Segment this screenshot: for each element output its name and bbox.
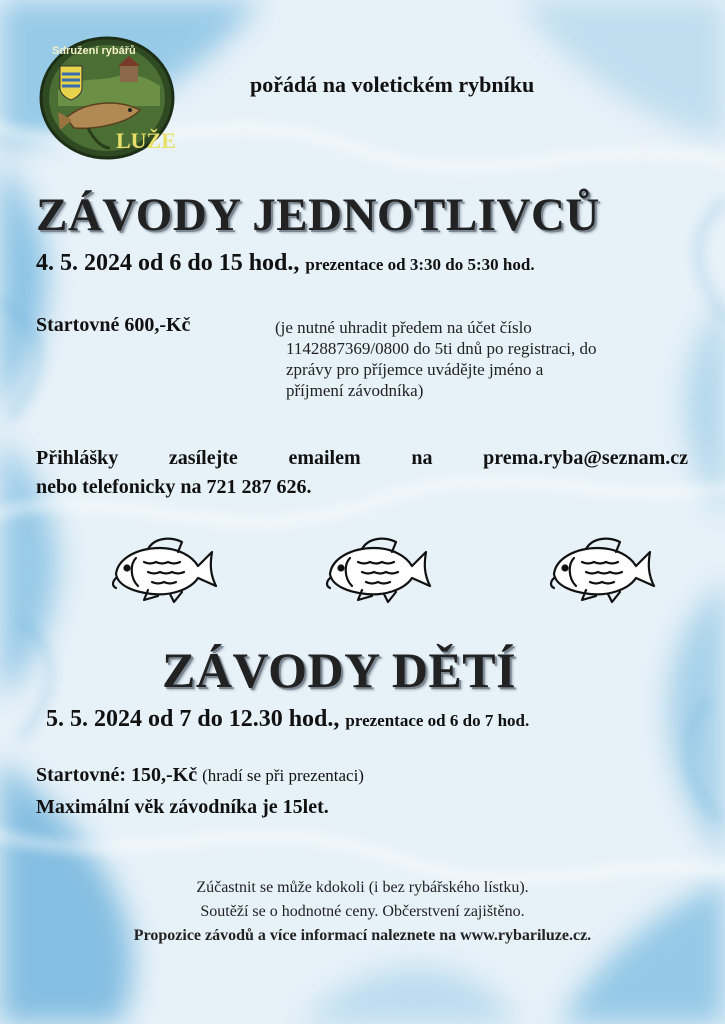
signup-phone-line: nebo telefonicky na 721 287 626.: [36, 476, 312, 498]
children-fee-note: (hradí se při prezentaci): [202, 766, 364, 785]
svg-text:LUŽE: LUŽE: [116, 128, 176, 153]
adults-date-text: 4. 5. 2024 od 6 do 15 hod.,: [36, 250, 300, 276]
children-date-text: 5. 5. 2024 od 7 do 12.30 hod.,: [46, 706, 340, 732]
svg-text:Sdružení rybářů: Sdružení rybářů: [52, 45, 136, 57]
adults-date: [36, 250, 535, 277]
footer-line-2: Soutěží se o hodnotné ceny. Občerstvení zajištěno.: [200, 903, 525, 920]
signup-email-line: Přihlášky zasílejte emailem na prema.ryba@seznam.cz: [36, 447, 688, 469]
adults-fee-note: [275, 317, 689, 401]
signup-info: [36, 444, 688, 502]
fee-note-line-1: (je nutné uhradit předem na účet číslo: [275, 318, 532, 337]
club-logo: [38, 36, 176, 160]
children-fee-label: Startovné: 150,-Kč: [36, 764, 198, 786]
fee-note-line-4: příjmení závodníka): [286, 381, 424, 400]
carp-icon: [546, 534, 658, 604]
children-registration-time: prezentace od 6 do 7 hod.: [345, 711, 530, 730]
adults-fee-label: Startovné 600,-Kč: [36, 314, 191, 336]
adults-title: ZÁVODY JEDNOTLIVCŮ: [36, 189, 600, 241]
adults-registration-time: prezentace od 3:30 do 5:30 hod.: [305, 255, 535, 274]
fee-note-line-2: 1142887369/0800 do 5ti dnů po registraci, do: [286, 339, 597, 358]
children-fee: [36, 764, 364, 787]
children-title: ZÁVODY DĚTÍ: [162, 642, 517, 698]
carp-icon: [108, 534, 220, 604]
organizer-line: pořádá na voletickém rybníku: [250, 72, 535, 97]
footer-line-3: Propozice závodů a více informací naleznete na www.rybariluze.cz.: [133, 927, 592, 944]
children-date: [46, 706, 529, 733]
fee-note-line-3: zprávy pro příjemce uvádějte jméno a: [286, 360, 544, 379]
carp-icon: [322, 534, 434, 604]
children-age-limit: Maximální věk závodníka je 15let.: [36, 796, 329, 818]
footer: [0, 876, 725, 948]
footer-line-1: Zúčastnit se může kdokoli (i bez rybářského lístku).: [196, 879, 529, 896]
